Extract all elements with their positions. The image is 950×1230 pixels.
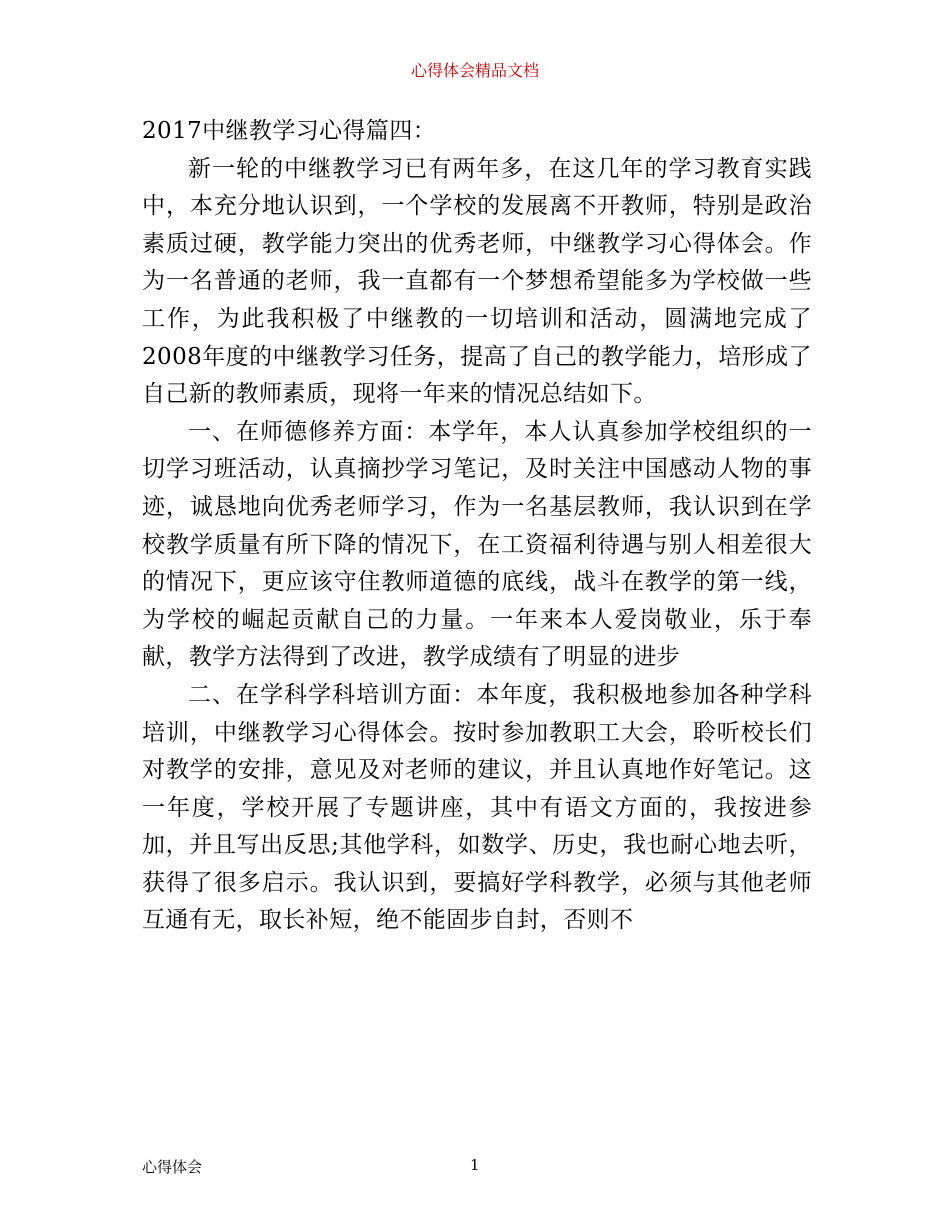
paragraph-subject-training: 二、在学科学科培训方面：本年度，我积极地参加各种学科培训，中继教学习心得体会。按时参加教职工大会，聆听校长们对教学的安排，意见及对老师的建议，并且认真地作好笔记。这一年度，学校开展了专题讲座，其中有语文方面的，我按进参加，并且写出反思;其他学科，如数学、历史，我也耐心地去听，获得了很多启示。我认识到，要搞好学科教学，必须与其他老师互通有无，取长补短，绝不能固步自封，否则不 [142, 681, 812, 934]
page-header-title: 心得体会精品文档 [410, 61, 539, 80]
paragraph-ethics: 一、在师德修养方面：本学年，本人认真参加学校组织的一切学习班活动，认真摘抄学习笔记，及时关注中国感动人物的事迹，诚恳地向优秀老师学习，作为一名基层教师，我认识到在学校教学质量有所下降的情况下，在工资福利待遇与别人相差很大的情况下，更应该守住教师道德的底线，战斗在教学的第一线，为学校的崛起贡献自己的力量。一年来本人爱岗敬业，乐于奉献，教学方法得到了改进，教学成绩有了明显的进步 [142, 418, 812, 671]
footer-label: 心得体会 [142, 1158, 203, 1176]
document-body [142, 113, 812, 940]
paragraph-intro: 新一轮的中继教学习已有两年多，在这几年的学习教育实践中，本充分地认识到，一个学校的发展离不开教师，特别是政治素质过硬，教学能力突出的优秀老师，中继教学习心得体会。作为一名普通的老师，我一直都有一个梦想希望能多为学校做一些工作，为此我积极了中继教的一切培训和活动，圆满地完成了2008年度的中继教学习任务，提高了自己的教学能力，培形成了自己新的教师素质，现将一年来的情况总结如下。 [142, 155, 812, 408]
page-number: 1 [470, 1156, 480, 1174]
document-heading: 2017中继教学习心得篇四： [142, 118, 437, 144]
